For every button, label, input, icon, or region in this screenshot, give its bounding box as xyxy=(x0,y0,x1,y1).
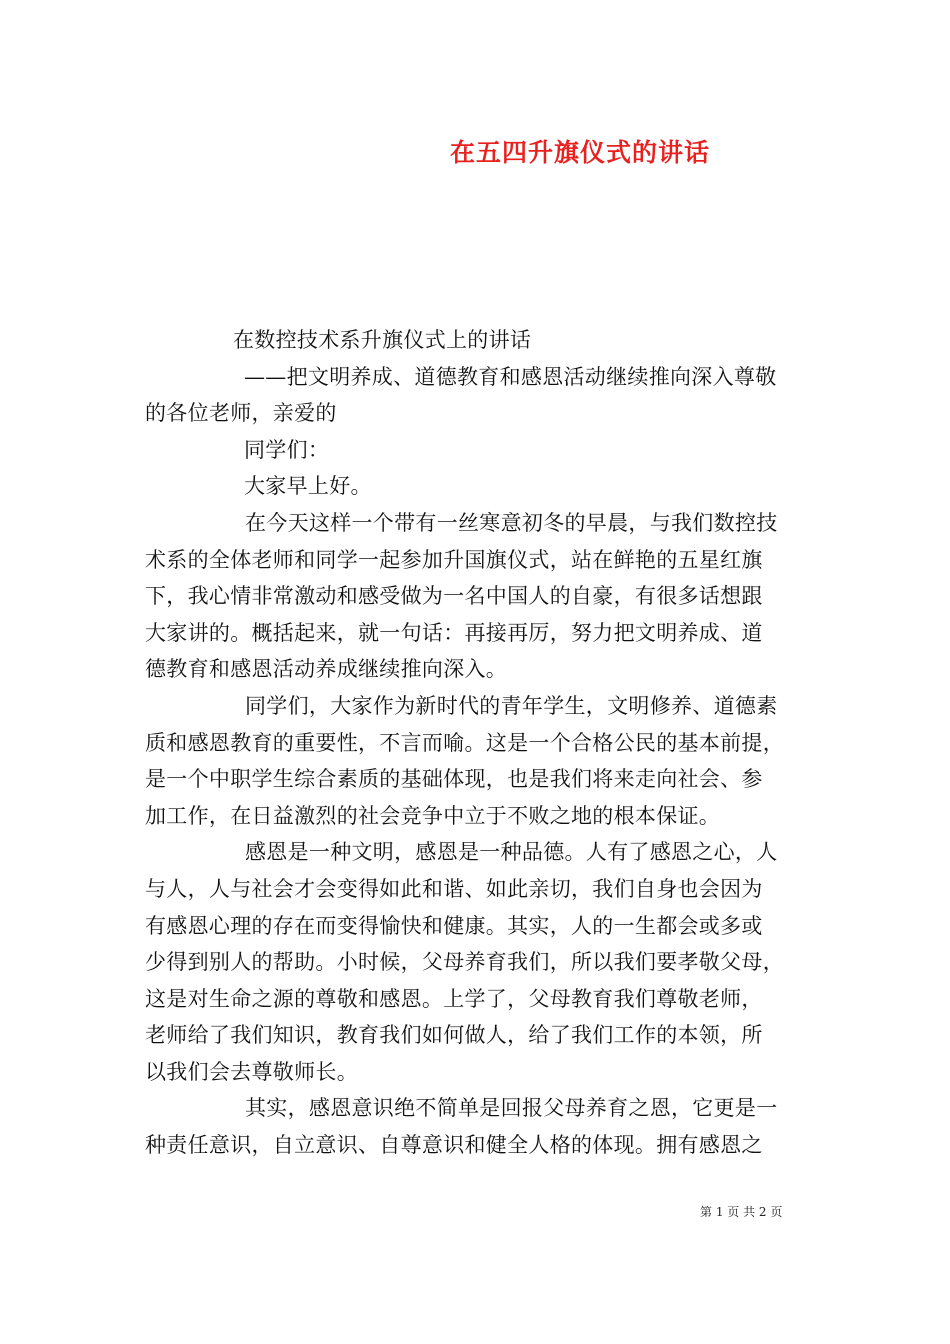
paragraph-line: 术系的全体老师和同学一起参加升国旗仪式，站在鲜艳的五星红旗 xyxy=(145,547,763,572)
paragraph-line: 以我们会去尊敬师长。 xyxy=(145,1059,358,1084)
paragraph-line: 在今天这样一个带有一丝寒意初冬的早晨，与我们数控技 xyxy=(245,510,778,535)
paragraph-line: 有感恩心理的存在而变得愉快和健康。其实，人的一生都会或多或 xyxy=(145,913,763,938)
paragraph-line: 种责任意识，自立意识、自尊意识和健全人格的体现。拥有感恩之 xyxy=(145,1133,763,1158)
paragraph-line: 德教育和感恩活动养成继续推向深入。 xyxy=(145,657,508,682)
paragraph-line: 大家讲的。概括起来，就一句话：再接再厉，努力把文明养成、道 xyxy=(145,620,763,645)
body-line: 大家早上好。 xyxy=(244,474,372,499)
paragraph-line: 其实，感恩意识绝不简单是回报父母养育之恩，它更是一 xyxy=(245,1096,778,1121)
document-title: 在五四升旗仪式的讲话 xyxy=(450,138,711,167)
paragraph-line: 同学们，大家作为新时代的青年学生，文明修养、道德素 xyxy=(245,693,778,718)
paragraph-line: 与人，人与社会才会变得如此和谐、如此亲切，我们自身也会因为 xyxy=(145,876,763,901)
paragraph-line: 感恩是一种文明，感恩是一种品德。人有了感恩之心，人 xyxy=(245,840,778,865)
paragraph-line: 这是对生命之源的尊敬和感恩。上学了，父母教育我们尊敬老师， xyxy=(145,986,763,1011)
speech-heading: 在数控技术系升旗仪式上的讲话 xyxy=(233,328,532,352)
paragraph-line: 下，我心情非常激动和感受做为一名中国人的自豪，有很多话想跟 xyxy=(145,584,763,609)
paragraph-line: 质和感恩教育的重要性，不言而喻。这是一个合格公民的基本前提， xyxy=(145,730,784,755)
paragraph-line: 是一个中职学生综合素质的基础体现，也是我们将来走向社会、参 xyxy=(145,767,763,792)
page-footer: 第 1 页 共 2 页 xyxy=(700,1205,783,1219)
body-line: 的各位老师，亲爱的 xyxy=(145,401,337,426)
body-line: 同学们： xyxy=(244,437,330,462)
speech-subheading: ——把文明养成、道德教育和感恩活动继续推向深入尊敬 xyxy=(244,364,777,389)
paragraph-line: 老师给了我们知识，教育我们如何做人，给了我们工作的本领，所 xyxy=(145,1023,763,1048)
paragraph-line: 少得到别人的帮助。小时候，父母养育我们，所以我们要孝敬父母， xyxy=(145,950,784,975)
paragraph-line: 加工作，在日益激烈的社会竞争中立于不败之地的根本保证。 xyxy=(145,803,721,828)
document-body xyxy=(145,322,809,1164)
